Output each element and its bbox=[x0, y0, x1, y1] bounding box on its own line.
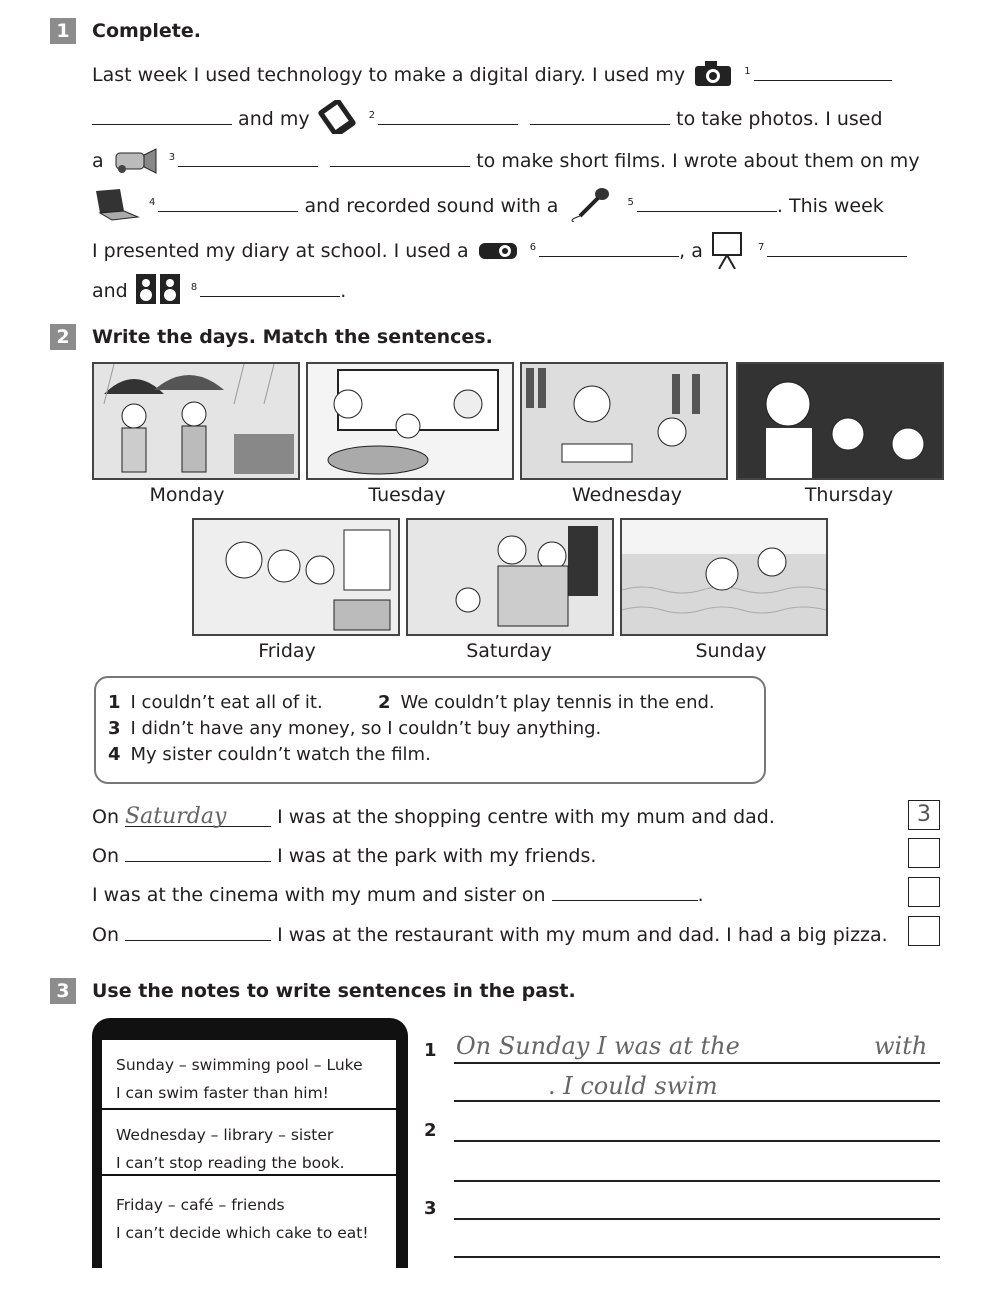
text: I presented my diary at school. I used a bbox=[92, 240, 469, 262]
exercise-line bbox=[92, 229, 907, 274]
section-title: Use the notes to write sentences in the past. bbox=[92, 980, 576, 1002]
speakers-icon bbox=[134, 272, 182, 311]
writing-line[interactable] bbox=[454, 1218, 940, 1220]
text: and my bbox=[238, 108, 310, 130]
example-text: with bbox=[874, 1032, 928, 1060]
exercise-line bbox=[92, 58, 892, 93]
gap-number: 1 bbox=[744, 65, 751, 77]
gap-number: 2 bbox=[368, 109, 376, 121]
sentence: 1 I couldn’t eat all of it. bbox=[108, 692, 323, 713]
writing-line[interactable] bbox=[454, 1140, 940, 1142]
text: and recorded sound with a bbox=[304, 195, 559, 217]
sentence: 3 I didn’t have any money, so I couldn’t buy anything. bbox=[108, 718, 602, 739]
gap-number: 4 bbox=[149, 196, 156, 208]
day-label: Thursday bbox=[804, 484, 894, 506]
picture-tuesday bbox=[306, 362, 514, 480]
exercise-line bbox=[92, 100, 883, 139]
text: Last week I used technology to make a digital diary. I used my bbox=[92, 64, 686, 86]
camera-icon bbox=[691, 58, 735, 93]
answer-blank[interactable] bbox=[125, 843, 271, 862]
note-line: I can’t stop reading the book. bbox=[116, 1154, 345, 1172]
picture-monday bbox=[92, 362, 300, 480]
match-box[interactable] bbox=[908, 838, 940, 868]
exercise-line bbox=[92, 143, 920, 180]
answer-line: On I was at the park with my friends. bbox=[92, 845, 597, 867]
picture-wednesday bbox=[520, 362, 728, 480]
answer-blank[interactable] bbox=[754, 62, 892, 81]
text: . This week bbox=[776, 195, 884, 217]
day-label: Friday bbox=[258, 640, 316, 662]
answer-blank[interactable] bbox=[158, 193, 298, 212]
picture-friday bbox=[192, 518, 400, 636]
day-label: Saturday bbox=[466, 640, 552, 662]
divider bbox=[102, 1108, 396, 1110]
answer-blank[interactable] bbox=[767, 238, 907, 257]
projector-icon bbox=[475, 235, 521, 268]
write-number: 3 bbox=[424, 1198, 437, 1219]
gap-number: 6 bbox=[529, 241, 537, 253]
example-text: . I could swim bbox=[548, 1072, 718, 1100]
write-number: 1 bbox=[424, 1040, 437, 1061]
section-number: 3 bbox=[50, 978, 76, 1004]
laptop-icon bbox=[92, 187, 140, 226]
answer-blank[interactable] bbox=[378, 106, 518, 125]
text: to make short films. I wrote about them on my bbox=[476, 150, 920, 172]
match-box[interactable] bbox=[908, 916, 940, 946]
writing-line[interactable] bbox=[454, 1256, 940, 1258]
answer-blank[interactable] bbox=[178, 148, 318, 167]
day-label: Tuesday bbox=[368, 484, 446, 506]
sentence: 2 We couldn’t play tennis in the end. bbox=[378, 692, 715, 713]
match-box[interactable] bbox=[908, 877, 940, 907]
answer-blank[interactable] bbox=[539, 238, 679, 257]
sentences-box bbox=[94, 676, 766, 784]
match-box[interactable]: 3 bbox=[908, 800, 940, 830]
note-line: Friday – café – friends bbox=[116, 1196, 285, 1214]
answer-blank[interactable] bbox=[92, 106, 232, 125]
section-number: 1 bbox=[50, 18, 76, 44]
exercise-line bbox=[92, 186, 884, 227]
note-line: I can’t decide which cake to eat! bbox=[116, 1224, 369, 1242]
gap-number: 7 bbox=[757, 241, 765, 253]
gap-number: 3 bbox=[168, 151, 176, 163]
answer-blank[interactable] bbox=[530, 106, 670, 125]
text: and bbox=[92, 280, 128, 302]
tablet-icon bbox=[316, 100, 360, 139]
writing-line[interactable] bbox=[454, 1180, 940, 1182]
day-label: Monday bbox=[149, 484, 225, 506]
example-text: On Sunday I was at the bbox=[456, 1032, 740, 1060]
day-label: Sunday bbox=[695, 640, 767, 662]
video-camera-icon bbox=[110, 143, 160, 180]
answer-blank[interactable] bbox=[330, 148, 470, 167]
text: , a bbox=[679, 240, 703, 262]
answer-line: On Saturday I was at the shopping centre with my mum and dad. bbox=[92, 804, 775, 829]
answer-blank[interactable] bbox=[552, 882, 698, 901]
picture-saturday bbox=[406, 518, 614, 636]
note-line: Wednesday – library – sister bbox=[116, 1126, 334, 1144]
text: . bbox=[340, 280, 347, 302]
writing-line[interactable] bbox=[454, 1100, 940, 1102]
day-label: Wednesday bbox=[571, 484, 682, 506]
note-line: Sunday – swimming pool – Luke bbox=[116, 1056, 363, 1074]
sentence: 4 My sister couldn’t watch the film. bbox=[108, 744, 431, 765]
exercise-line bbox=[92, 272, 346, 311]
section-number: 2 bbox=[50, 324, 76, 350]
answer-line: On I was at the restaurant with my mum and dad. I had a big pizza. bbox=[92, 924, 888, 946]
screen-icon bbox=[709, 229, 749, 274]
picture-thursday bbox=[736, 362, 944, 480]
answer-blank[interactable] bbox=[125, 922, 271, 941]
divider bbox=[102, 1174, 396, 1176]
answer-blank[interactable] bbox=[637, 193, 777, 212]
answer-blank[interactable]: Saturday bbox=[125, 804, 271, 827]
gap-number: 8 bbox=[190, 281, 198, 293]
text: to take photos. I used bbox=[676, 108, 883, 130]
writing-line[interactable] bbox=[454, 1062, 940, 1064]
section-title: Complete. bbox=[92, 20, 201, 42]
gap-number: 5 bbox=[627, 196, 634, 208]
text: a bbox=[92, 150, 104, 172]
note-line: I can swim faster than him! bbox=[116, 1084, 329, 1102]
write-number: 2 bbox=[424, 1120, 437, 1141]
answer-line: I was at the cinema with my mum and sister on . bbox=[92, 884, 704, 906]
microphone-icon bbox=[564, 186, 618, 227]
section-title: Write the days. Match the sentences. bbox=[92, 326, 493, 348]
notes-screen bbox=[102, 1040, 396, 1280]
picture-sunday bbox=[620, 518, 828, 636]
answer-blank[interactable] bbox=[200, 278, 340, 297]
